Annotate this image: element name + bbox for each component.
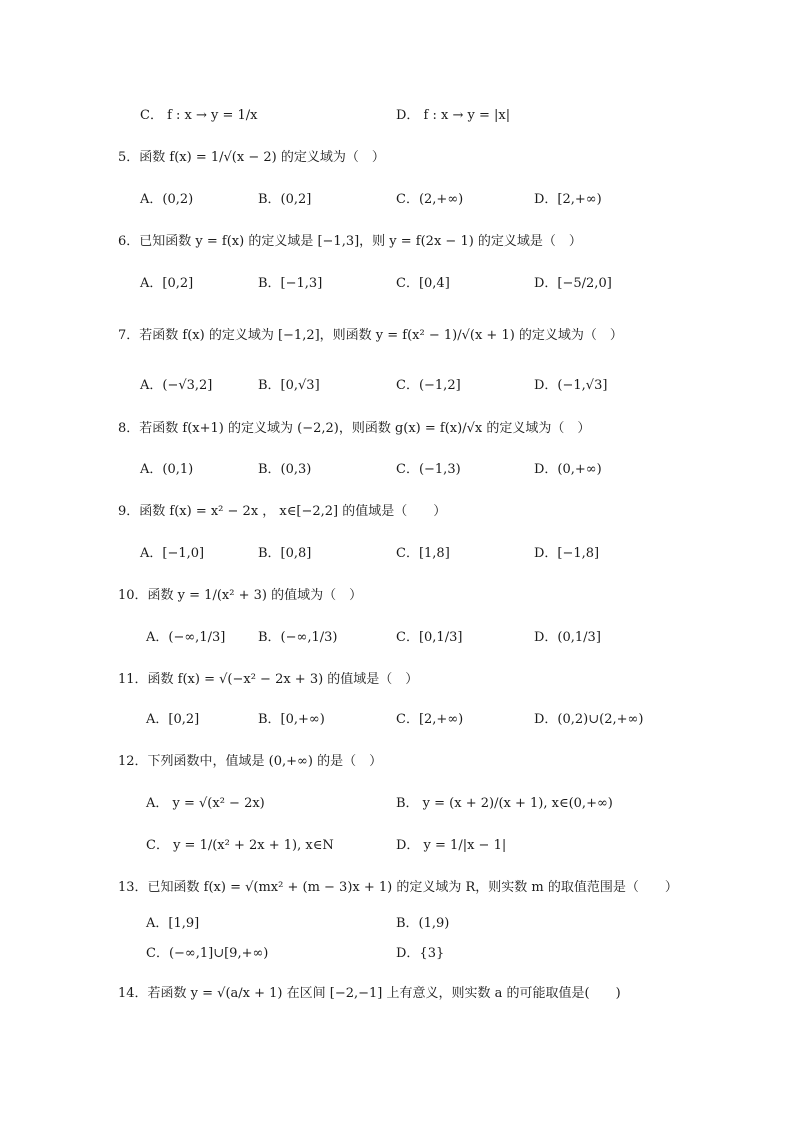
q14-stem: 14．若函数 y = √(a/x + 1) 在区间 [−2,−1] 上有意义，则实数 a 的可能取值是( ) (118, 986, 621, 1001)
q12-option-d: D． y = 1/|x − 1| (396, 838, 507, 853)
q7-stem: 7．若函数 f(x) 的定义域为 [−1,2]，则函数 y = f(x² − 1)/√(x + 1) 的定义域为（ ） (118, 328, 623, 343)
q4-option-c: C． f : x → y = 1/x (140, 108, 258, 123)
q10-option-b: B．(−∞,1/3) (258, 630, 338, 645)
q7-option-b: B．[0,√3] (258, 378, 320, 393)
q9-option-d: D．[−1,8] (534, 546, 600, 561)
q12-option-c: C． y = 1/(x² + 2x + 1), x∈N (146, 838, 334, 853)
q5-stem: 5．函数 f(x) = 1/√(x − 2) 的定义域为（ ） (118, 150, 385, 165)
q6-option-c: C．[0,4] (396, 276, 450, 291)
q10-option-c: C．[0,1/3] (396, 630, 463, 645)
q11-option-d: D．(0,2)∪(2,+∞) (534, 712, 644, 727)
q4-option-d: D． f : x → y = |x| (396, 108, 511, 123)
q8-option-a: A．(0,1) (140, 462, 194, 477)
q8-option-d: D．(0,+∞) (534, 462, 602, 477)
q8-stem: 8．若函数 f(x+1) 的定义域为 (−2,2)，则函数 g(x) = f(x)/√x 的定义域为（ ） (118, 421, 591, 436)
q6-option-b: B．[−1,3] (258, 276, 323, 291)
q9-option-a: A．[−1,0] (140, 546, 205, 561)
q13-stem: 13．已知函数 f(x) = √(mx² + (m − 3)x + 1) 的定义域为 R，则实数 m 的取值范围是（ ） (118, 880, 678, 895)
q13-option-a: A．[1,9] (146, 916, 200, 931)
q7-option-d: D．(−1,√3] (534, 378, 608, 393)
q13-option-c: C．(−∞,1]∪[9,+∞) (146, 946, 269, 961)
q10-stem: 10．函数 y = 1/(x² + 3) 的值域为（ ） (118, 588, 363, 603)
q9-option-b: B．[0,8] (258, 546, 312, 561)
q10-option-a: A．(−∞,1/3] (146, 630, 226, 645)
q7-option-c: C．(−1,2] (396, 378, 461, 393)
q11-option-a: A．[0,2] (146, 712, 200, 727)
q6-option-d: D．[−5/2,0] (534, 276, 612, 291)
q13-option-d: D．{3} (396, 946, 445, 961)
q12-option-b: B． y = (x + 2)/(x + 1), x∈(0,+∞) (396, 796, 613, 811)
q10-option-d: D．(0,1/3] (534, 630, 601, 645)
q13-option-b: B．(1,9) (396, 916, 450, 931)
q5-option-a: A．(0,2) (140, 192, 194, 207)
q11-option-b: B．[0,+∞) (258, 712, 325, 727)
q12-stem: 12．下列函数中，值域是 (0,+∞) 的是（ ） (118, 754, 383, 769)
q9-option-c: C．[1,8] (396, 546, 450, 561)
q6-option-a: A．[0,2] (140, 276, 194, 291)
q9-stem: 9．函数 f(x) = x² − 2x ， x∈[−2,2] 的值域是（ ） (118, 504, 447, 519)
q8-option-b: B．(0,3) (258, 462, 312, 477)
q5-option-d: D．[2,+∞) (534, 192, 602, 207)
q11-stem: 11．函数 f(x) = √(−x² − 2x + 3) 的值域是（ ） (118, 672, 419, 687)
q5-option-b: B．(0,2] (258, 192, 312, 207)
q8-option-c: C．(−1,3) (396, 462, 461, 477)
q6-stem: 6．已知函数 y = f(x) 的定义域是 [−1,3]，则 y = f(2x − 1) 的定义域是（ ） (118, 234, 582, 249)
q7-option-a: A．(−√3,2] (140, 378, 213, 393)
q5-option-c: C．(2,+∞) (396, 192, 464, 207)
q11-option-c: C．[2,+∞) (396, 712, 464, 727)
q12-option-a: A． y = √(x² − 2x) (146, 796, 265, 811)
